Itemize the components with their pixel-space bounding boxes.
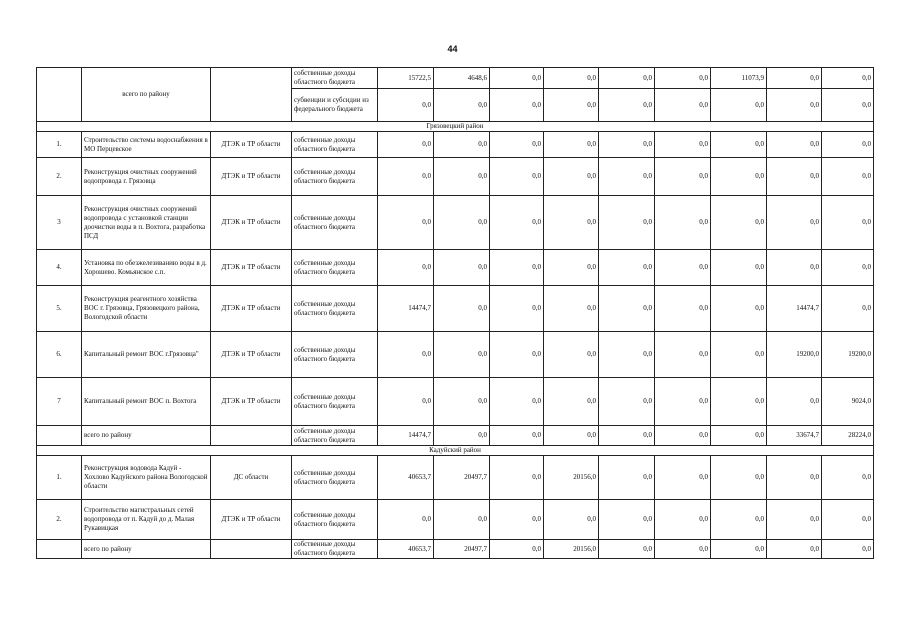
value-cell: 15722,5 <box>378 68 434 89</box>
value-cell: 0,0 <box>822 540 874 559</box>
value-cell: 0,0 <box>655 286 711 332</box>
row-index: 2. <box>37 158 82 196</box>
value-cell: 0,0 <box>599 426 655 446</box>
table-row <box>37 500 874 540</box>
value-cell: 0,0 <box>711 286 767 332</box>
row-index <box>37 426 82 446</box>
value-cell: 0,0 <box>711 500 767 540</box>
value-cell: 28224,0 <box>822 426 874 446</box>
value-cell: 0,0 <box>434 426 490 446</box>
value-cell: 0,0 <box>434 378 490 426</box>
executor-cell <box>211 68 292 122</box>
value-cell: 0,0 <box>599 196 655 250</box>
value-cell: 0,0 <box>599 132 655 158</box>
table-row <box>37 456 874 500</box>
section-title: Кадуйский район <box>37 446 874 456</box>
row-index: 3 <box>37 196 82 250</box>
value-cell: 0,0 <box>655 500 711 540</box>
table-row <box>37 158 874 196</box>
value-cell: 0,0 <box>599 456 655 500</box>
object-name: Реконструкция очистных сооружений водопровода г. Грязовца <box>82 158 211 196</box>
value-cell: 0,0 <box>655 456 711 500</box>
value-cell: 0,0 <box>767 540 822 559</box>
value-cell: 0,0 <box>822 158 874 196</box>
value-cell: 0,0 <box>655 378 711 426</box>
row-index: 5. <box>37 286 82 332</box>
funding-source: собственные доходы областного бюджета <box>292 132 378 158</box>
value-cell: 0,0 <box>655 158 711 196</box>
value-cell: 0,0 <box>822 68 874 89</box>
value-cell: 0,0 <box>767 132 822 158</box>
value-cell: 0,0 <box>434 250 490 286</box>
value-cell: 40653,7 <box>378 456 434 500</box>
executor: ДТЭК и ТР области <box>211 196 292 250</box>
value-cell: 0,0 <box>711 456 767 500</box>
table-row <box>37 378 874 426</box>
funding-source: собственные доходы областного бюджета <box>292 540 378 559</box>
object-name: Реконструкция очистных сооружений водопровода с установкой станции доочистки воды в п. Вохтога, разработка ПСД <box>82 196 211 250</box>
value-cell: 0,0 <box>711 196 767 250</box>
funding-source: собственные доходы областного бюджета <box>292 68 378 89</box>
section-title: Грязовецкий район <box>37 122 874 132</box>
value-cell: 0,0 <box>490 158 544 196</box>
object-name: Капитальный ремонт ВОС п. Вохтога <box>82 378 211 426</box>
value-cell: 0,0 <box>490 132 544 158</box>
value-cell: 0,0 <box>599 540 655 559</box>
value-cell: 0,0 <box>434 158 490 196</box>
value-cell: 20156,0 <box>544 540 599 559</box>
executor: ДТЭК и ТР области <box>211 378 292 426</box>
value-cell: 0,0 <box>711 540 767 559</box>
total-label: всего по району <box>82 68 211 122</box>
value-cell: 0,0 <box>822 286 874 332</box>
funding-source: собственные доходы областного бюджета <box>292 286 378 332</box>
value-cell: 0,0 <box>655 68 711 89</box>
value-cell: 0,0 <box>544 196 599 250</box>
value-cell: 0,0 <box>490 332 544 378</box>
value-cell: 0,0 <box>434 332 490 378</box>
executor: ДТЭК и ТР области <box>211 158 292 196</box>
value-cell: 0,0 <box>490 286 544 332</box>
value-cell: 0,0 <box>378 132 434 158</box>
funding-source: собственные доходы областного бюджета <box>292 456 378 500</box>
row-index: 4. <box>37 250 82 286</box>
value-cell: 0,0 <box>711 378 767 426</box>
value-cell: 0,0 <box>490 426 544 446</box>
value-cell: 33674,7 <box>767 426 822 446</box>
value-cell: 0,0 <box>599 500 655 540</box>
value-cell: 0,0 <box>599 68 655 89</box>
funding-source: собственные доходы областного бюджета <box>292 158 378 196</box>
value-cell: 0,0 <box>544 250 599 286</box>
row-index <box>37 68 82 122</box>
value-cell: 20497,7 <box>434 540 490 559</box>
value-cell: 0,0 <box>378 378 434 426</box>
value-cell: 0,0 <box>544 68 599 89</box>
value-cell: 0,0 <box>599 286 655 332</box>
value-cell: 19200,0 <box>822 332 874 378</box>
table-row <box>37 68 874 89</box>
executor: ДС области <box>211 456 292 500</box>
value-cell: 0,0 <box>599 250 655 286</box>
value-cell: 0,0 <box>655 196 711 250</box>
funding-source: собственные доходы областного бюджета <box>292 500 378 540</box>
value-cell: 0,0 <box>490 89 544 122</box>
value-cell: 0,0 <box>434 89 490 122</box>
executor: ДТЭК и ТР области <box>211 286 292 332</box>
value-cell: 0,0 <box>655 426 711 446</box>
value-cell: 0,0 <box>767 196 822 250</box>
value-cell: 0,0 <box>711 426 767 446</box>
value-cell: 0,0 <box>490 540 544 559</box>
value-cell: 0,0 <box>655 132 711 158</box>
value-cell: 0,0 <box>378 332 434 378</box>
value-cell: 0,0 <box>490 196 544 250</box>
value-cell: 0,0 <box>767 158 822 196</box>
value-cell: 0,0 <box>655 89 711 122</box>
funding-source: собственные доходы областного бюджета <box>292 332 378 378</box>
object-name: Реконструкция водовода Кадуй - Хохлово Кадуйского района Вологодской области <box>82 456 211 500</box>
value-cell: 0,0 <box>544 332 599 378</box>
value-cell: 0,0 <box>378 250 434 286</box>
value-cell: 0,0 <box>711 89 767 122</box>
table-row <box>37 250 874 286</box>
value-cell: 0,0 <box>544 500 599 540</box>
value-cell: 0,0 <box>711 250 767 286</box>
value-cell: 11073,9 <box>711 68 767 89</box>
value-cell: 0,0 <box>767 456 822 500</box>
value-cell: 0,0 <box>434 500 490 540</box>
row-index: 1. <box>37 132 82 158</box>
value-cell: 0,0 <box>544 132 599 158</box>
object-name: Установка по обезжелезиванию воды в д. Хорошево. Комьянское с.п. <box>82 250 211 286</box>
value-cell: 0,0 <box>490 68 544 89</box>
page-number: 44 <box>447 44 458 54</box>
value-cell: 40653,7 <box>378 540 434 559</box>
object-name: Реконструкция реагентного хозяйства ВОС г. Грязовца, Грязовецкого района, Вологодской области <box>82 286 211 332</box>
value-cell: 0,0 <box>767 68 822 89</box>
value-cell: 0,0 <box>767 250 822 286</box>
funding-source: собственные доходы областного бюджета <box>292 250 378 286</box>
table-row <box>37 286 874 332</box>
value-cell: 0,0 <box>434 286 490 332</box>
funding-source: собственные доходы областного бюджета <box>292 426 378 446</box>
value-cell: 20497,7 <box>434 456 490 500</box>
value-cell: 0,0 <box>434 196 490 250</box>
executor <box>211 540 292 559</box>
value-cell: 0,0 <box>434 132 490 158</box>
value-cell: 0,0 <box>544 378 599 426</box>
value-cell: 0,0 <box>767 500 822 540</box>
row-index: 6. <box>37 332 82 378</box>
value-cell: 0,0 <box>378 500 434 540</box>
value-cell: 0,0 <box>490 500 544 540</box>
object-name: Строительство системы водоснабжения в МО Перцевское <box>82 132 211 158</box>
object-name: Капитальный ремонт ВОС г.Грязовца" <box>82 332 211 378</box>
total-row <box>37 426 874 446</box>
table-row <box>37 332 874 378</box>
value-cell: 0,0 <box>490 250 544 286</box>
value-cell: 0,0 <box>378 196 434 250</box>
value-cell: 0,0 <box>711 132 767 158</box>
value-cell: 0,0 <box>822 196 874 250</box>
value-cell: 19200,0 <box>767 332 822 378</box>
value-cell: 0,0 <box>544 158 599 196</box>
value-cell: 0,0 <box>544 286 599 332</box>
row-index <box>37 540 82 559</box>
row-index: 7 <box>37 378 82 426</box>
value-cell: 0,0 <box>822 456 874 500</box>
value-cell: 0,0 <box>378 158 434 196</box>
executor <box>211 426 292 446</box>
value-cell: 0,0 <box>599 158 655 196</box>
value-cell: 14474,7 <box>378 286 434 332</box>
value-cell: 4648,6 <box>434 68 490 89</box>
total-label: всего по району <box>82 426 211 446</box>
section-header-row <box>37 122 874 132</box>
value-cell: 0,0 <box>822 500 874 540</box>
object-name: Строительство магистральных сетей водопровода от п. Кадуй до д. Малая Рукавицкая <box>82 500 211 540</box>
value-cell: 14474,7 <box>767 286 822 332</box>
budget-table <box>36 67 874 559</box>
total-label: всего по району <box>82 540 211 559</box>
table-body <box>37 68 874 559</box>
table-row <box>37 196 874 250</box>
executor: ДТЭК и ТР области <box>211 132 292 158</box>
value-cell: 20156,0 <box>544 456 599 500</box>
value-cell: 0,0 <box>378 89 434 122</box>
value-cell: 0,0 <box>544 89 599 122</box>
value-cell: 0,0 <box>655 250 711 286</box>
funding-source: собственные доходы областного бюджета <box>292 378 378 426</box>
value-cell: 0,0 <box>711 158 767 196</box>
executor: ДТЭК и ТР области <box>211 500 292 540</box>
funding-source: собственные доходы областного бюджета <box>292 196 378 250</box>
value-cell: 0,0 <box>767 89 822 122</box>
value-cell: 0,0 <box>711 332 767 378</box>
value-cell: 0,0 <box>599 378 655 426</box>
value-cell: 0,0 <box>490 378 544 426</box>
row-index: 2. <box>37 500 82 540</box>
value-cell: 0,0 <box>599 89 655 122</box>
value-cell: 0,0 <box>655 332 711 378</box>
executor: ДТЭК и ТР области <box>211 332 292 378</box>
value-cell: 0,0 <box>544 426 599 446</box>
value-cell: 0,0 <box>822 250 874 286</box>
table-row <box>37 132 874 158</box>
total-row <box>37 540 874 559</box>
value-cell: 14474,7 <box>378 426 434 446</box>
value-cell: 0,0 <box>599 332 655 378</box>
value-cell: 0,0 <box>767 378 822 426</box>
row-index: 1. <box>37 456 82 500</box>
value-cell: 9024,0 <box>822 378 874 426</box>
value-cell: 0,0 <box>655 540 711 559</box>
executor: ДТЭК и ТР области <box>211 250 292 286</box>
section-header-row <box>37 446 874 456</box>
value-cell: 0,0 <box>822 132 874 158</box>
value-cell: 0,0 <box>490 456 544 500</box>
value-cell: 0,0 <box>822 89 874 122</box>
funding-source: субвенции и субсидии из федерального бюджета <box>292 89 378 122</box>
